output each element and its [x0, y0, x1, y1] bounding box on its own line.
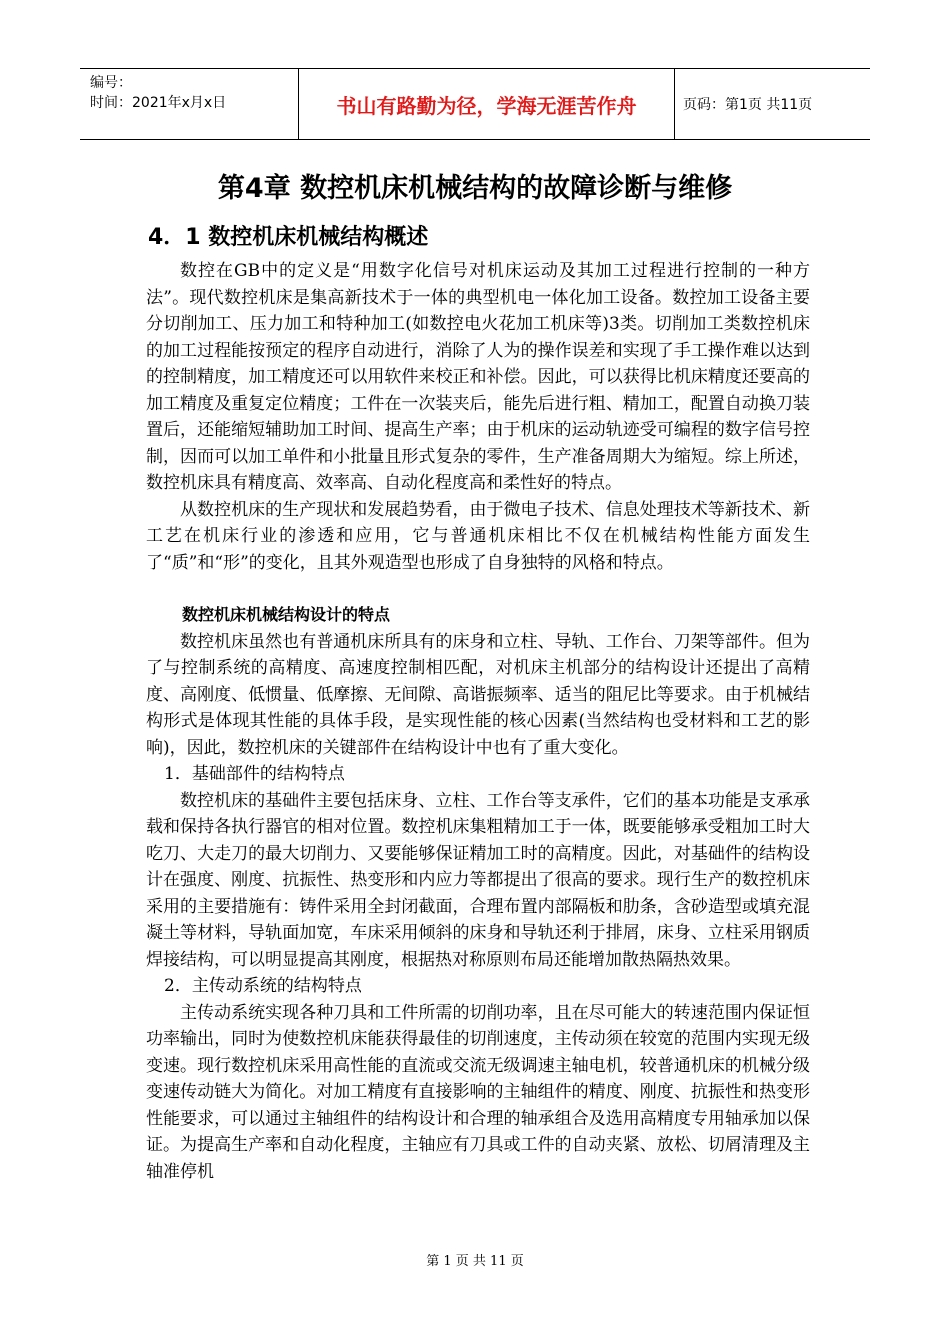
- list-item-foundation: 1．基础部件的结构特点: [164, 764, 345, 784]
- page-indicator: 页码：第1页 共11页: [683, 97, 813, 113]
- paragraph-development: 从数控机床的生产现状和发展趋势看，由于微电子技术、信息处理技术等新技术、新工艺在机床行业的渗透和应用，它与普通机床相比不仅在机械结构性能方面发生了“质”和“形”的变化，且其外观造型也形成了自身独特的风格和特点。: [146, 499, 810, 573]
- chapter-title: 第4章 数控机床机械结构的故障诊断与维修: [217, 173, 733, 204]
- header-info: [80, 69, 298, 139]
- paragraph-design: 数控机床虽然也有普通机床所具有的床身和立柱、导轨、工作台、刀架等部件。但为了与控制系统的高精度、高速度控制相匹配，对机床主机部分的结构设计还提出了高精度、高刚度、低惯量、低摩擦、无间隙、高谐振频率、适当的阻尼比等要求。由于机械结构形式是体现其性能的具体手段，是实现性能的核心因素(当然结构也受材料和工艺的影响)，因此，数控机床的关键部件在结构设计中也有了重大变化。: [146, 631, 810, 758]
- page-footer: 第 1 页 共 11 页: [426, 1254, 524, 1269]
- paragraph-foundation: 数控机床的基础件主要包括床身、立柱、工作台等支承件，它们的基本功能是支承承载和保持各执行器官的相对位置。数控机床集粗精加工于一体，既要能够承受粗加工时大吃刀、大走刀的最大切削力、又要能够保证精加工时的高精度。因此，对基础件的结构设计在强度、刚度、抗振性、热变形和内应力等都提出了很高的要求。现行生产的数控机床采用的主要措施有：铸件采用全封闭截面，合理布置内部隔板和肋条，含砂造型或填充混凝土等材料，导轨面加宽，车床采用倾斜的床身和导轨还利于排屑，床身、立柱采用钢质焊接结构，可以明显提高其刚度，根据热对称原则布局还能增加散热隔热效果。: [146, 790, 810, 970]
- header-motto: 书山有路勤为径，学海无涯苦作舟: [298, 69, 675, 139]
- document-body: [146, 258, 810, 1185]
- time-label: 时间：2021年x月x日: [90, 95, 227, 111]
- section-title: 4．1 数控机床机械结构概述: [148, 225, 429, 250]
- paragraph-definition: 数控在GB中的定义是“用数字化信号对机床运动及其加工过程进行控制的一种方法”。现代数控机床是集高新技术于一体的典型机电一体化加工设备。数控加工设备主要分切削加工、压力加工和特种加工(如数控电火花加工机床等)3类。切削加工类数控机床的加工过程能按预定的程序自动进行，消除了人为的操作误差和实现了手工操作难以达到的控制精度，加工精度还可以用软件来校正和补偿。因此，可以获得比机床精度还要高的加工精度及重复定位精度；工件在一次装夹后，能先后进行粗、精加工，配置自动换刀装置后，还能缩短辅助加工时间、提高生产率；由于机床的运动轨迹受可编程的数字信号控制，因而可以加工单件和小批量且形式复杂的零件，生产准备周期大为缩短。综上所述，数控机床具有精度高、效率高、自动化程度高和柔性好的特点。: [146, 261, 810, 493]
- subheading: 数控机床机械结构设计的特点: [182, 605, 391, 624]
- number-label: 编号：: [90, 75, 132, 91]
- list-item-main-drive: 2．主传动系统的结构特点: [164, 976, 362, 996]
- document-header: [80, 68, 870, 140]
- paragraph-main-drive: 主传动系统实现各种刀具和工件所需的切削功率，且在尽可能大的转速范围内保证恒功率输出，同时为使数控机床能获得最佳的切削速度，主传动须在较宽的范围内实现无级变速。现行数控机床采用高性能的直流或交流无级调速主轴电机，较普通机床的机械分级变速传动链大为简化。对加工精度有直接影响的主轴组件的精度、刚度、抗振性和热变形性能要求，可以通过主轴组件的结构设计和合理的轴承组合及选用高精度专用轴承加以保证。为提高生产率和自动化程度，主轴应有刀具或工件的自动夹紧、放松、切屑清理及主轴准停机: [146, 1002, 810, 1182]
